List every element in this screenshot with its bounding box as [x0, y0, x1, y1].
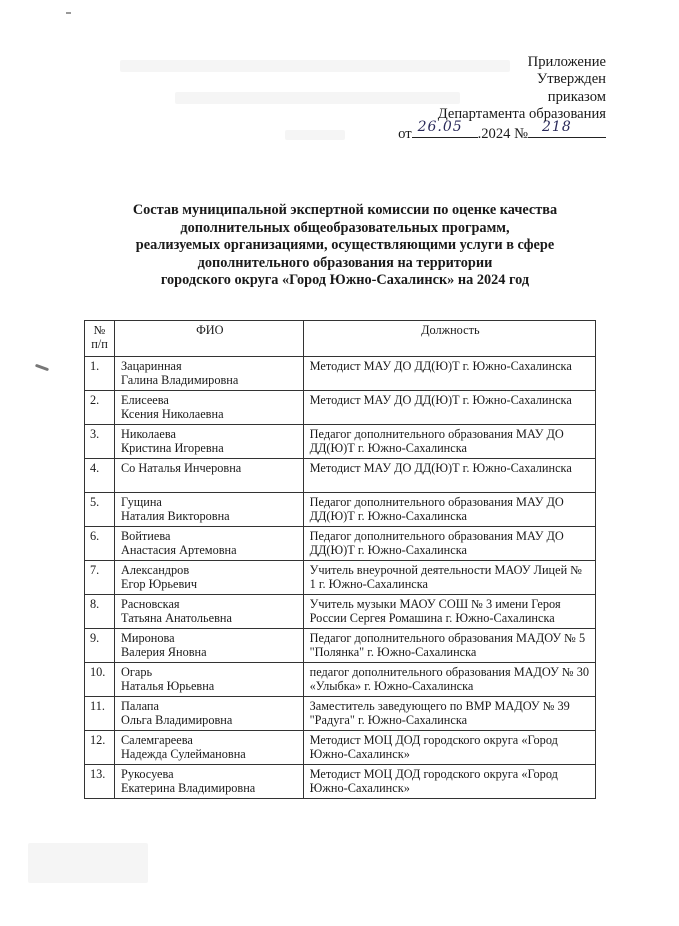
header-number-abbr: п/п [91, 337, 108, 352]
row-number: 11. [85, 697, 115, 731]
surname: Николаева [120, 427, 176, 441]
approval-line-department: Департамента образования [437, 105, 606, 122]
given-name: Надежда Сулеймановна [120, 747, 246, 762]
row-number: 12. [85, 731, 115, 765]
table-row [85, 629, 596, 663]
title-line: дополнительных общеобразовательных программ, [180, 219, 510, 236]
row-position: Педагог дополнительного образования МАДОУ № 5 "Полянка" г. Южно-Сахалинска [303, 629, 595, 663]
header-position: Должность [303, 321, 595, 357]
row-position: Методист МОЦ ДОД городского округа «Город Южно-Сахалинск» [303, 731, 595, 765]
row-position: Методист МАУ ДО ДД(Ю)Т г. Южно-Сахалинска [303, 391, 595, 425]
table-row [85, 561, 596, 595]
handwritten-order-number: 218 [542, 118, 572, 135]
date-field [412, 118, 478, 138]
surname: Палапа [120, 699, 159, 713]
commission-table [84, 320, 596, 799]
given-name: Егор Юрьевич [120, 577, 198, 592]
bleed-through-mark [28, 843, 148, 883]
row-number: 6. [85, 527, 115, 561]
surname: Огарь [120, 665, 153, 679]
surname: Рукосуева [120, 767, 174, 781]
given-name: Татьяна Анатольевна [120, 611, 232, 626]
scan-speck [66, 12, 71, 14]
approval-block [398, 54, 606, 143]
row-fio [114, 357, 303, 391]
surname: Елисеева [120, 393, 169, 407]
date-year: .2024 № [477, 126, 528, 143]
row-number: 10. [85, 663, 115, 697]
approval-line-approved: Утвержден [536, 71, 606, 88]
row-fio [114, 663, 303, 697]
approval-line-appendix: Приложение [527, 54, 606, 70]
row-number: 4. [85, 459, 115, 493]
approval-line-order: приказом [547, 88, 606, 105]
row-fio [114, 391, 303, 425]
table-row [85, 697, 596, 731]
header-number [85, 321, 115, 357]
row-number: 7. [85, 561, 115, 595]
table-row [85, 357, 596, 391]
surname: Со Наталья Инчеровна [120, 461, 242, 475]
table-header-row [85, 321, 596, 357]
surname: Войтиева [120, 529, 171, 543]
pen-mark [35, 364, 49, 372]
row-number: 13. [85, 765, 115, 799]
table-row [85, 527, 596, 561]
header-fio: ФИО [114, 321, 303, 357]
row-fio [114, 595, 303, 629]
surname: Расновская [120, 597, 180, 611]
surname: Гущина [120, 495, 162, 509]
row-position: Педагог дополнительного образования МАУ ДО ДД(Ю)Т г. Южно-Сахалинска [303, 527, 595, 561]
title-line: дополнительного образования на территории [197, 254, 493, 271]
table-row [85, 765, 596, 799]
given-name: Кристина Игоревна [120, 441, 224, 456]
title-line: Состав муниципальной экспертной комиссии по оценке качества [132, 202, 558, 218]
table-row [85, 731, 596, 765]
header-number-symbol: № [93, 323, 106, 337]
row-position: Педагог дополнительного образования МАУ ДО ДД(Ю)Т г. Южно-Сахалинска [303, 493, 595, 527]
row-fio [114, 459, 303, 493]
row-fio [114, 561, 303, 595]
table-row [85, 425, 596, 459]
row-fio [114, 493, 303, 527]
table-row [85, 663, 596, 697]
row-position: педагог дополнительного образования МАДОУ № 30 «Улыбка» г. Южно-Сахалинска [303, 663, 595, 697]
document-title [80, 202, 610, 290]
handwritten-date: 26.05 [417, 118, 463, 135]
row-fio [114, 527, 303, 561]
bleed-through-mark [285, 130, 345, 140]
title-line: городского округа «Город Южно-Сахалинск» на 2024 год [160, 272, 530, 289]
row-position: Методист МАУ ДО ДД(Ю)Т г. Южно-Сахалинска [303, 357, 595, 391]
approval-date-line [398, 118, 606, 143]
surname: Зацаринная [120, 359, 182, 373]
row-position: Учитель внеурочной деятельности МАОУ Лицей № 1 г. Южно-Сахалинска [303, 561, 595, 595]
given-name: Наталия Викторовна [120, 509, 230, 524]
row-fio [114, 731, 303, 765]
order-number-field [528, 118, 606, 138]
given-name: Наталья Юрьевна [120, 679, 215, 694]
given-name: Екатерина Владимировна [120, 781, 256, 796]
row-position: Методист МАУ ДО ДД(Ю)Т г. Южно-Сахалинска [303, 459, 595, 493]
table-row [85, 595, 596, 629]
given-name: Галина Владимировна [120, 373, 239, 388]
row-number: 5. [85, 493, 115, 527]
table-row [85, 391, 596, 425]
row-fio [114, 629, 303, 663]
row-number: 8. [85, 595, 115, 629]
surname: Салемгареева [120, 733, 193, 747]
row-number: 9. [85, 629, 115, 663]
given-name: Ксения Николаевна [120, 407, 224, 422]
row-fio [114, 765, 303, 799]
row-fio [114, 697, 303, 731]
surname: Миронова [120, 631, 175, 645]
table-row [85, 493, 596, 527]
row-position: Методист МОЦ ДОД городского округа «Город Южно-Сахалинск» [303, 765, 595, 799]
surname: Александров [120, 563, 190, 577]
given-name: Валерия Яновна [120, 645, 207, 660]
row-position: Педагог дополнительного образования МАУ ДО ДД(Ю)Т г. Южно-Сахалинска [303, 425, 595, 459]
row-position: Учитель музыки МАОУ СОШ № 3 имени Героя России Сергея Ромашина г. Южно-Сахалинска [303, 595, 595, 629]
row-fio [114, 425, 303, 459]
given-name: Ольга Владимировна [120, 713, 233, 728]
row-position: Заместитель заведующего по ВМР МАДОУ № 39 "Радуга" г. Южно-Сахалинска [303, 697, 595, 731]
table-row [85, 459, 596, 493]
title-line: реализуемых организациями, осуществляющими услуги в сфере [135, 237, 555, 254]
date-prefix: от [398, 126, 412, 143]
given-name: Анастасия Артемовна [120, 543, 237, 558]
row-number: 3. [85, 425, 115, 459]
row-number: 1. [85, 357, 115, 391]
row-number: 2. [85, 391, 115, 425]
